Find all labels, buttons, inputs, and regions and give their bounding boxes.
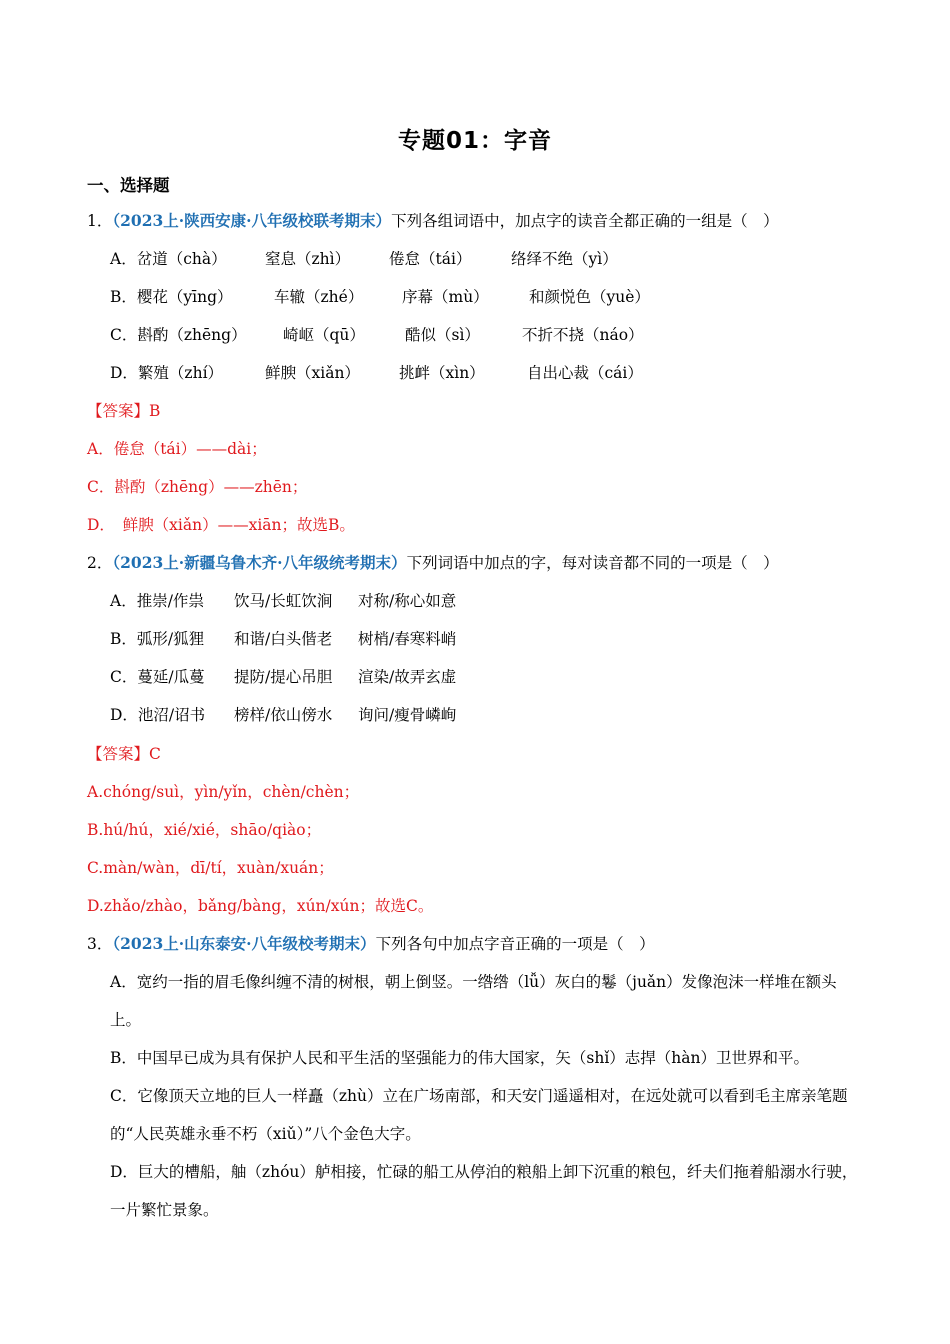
q3-option-a: A．宽约一指的眉毛像纠缠不清的树根，朝上倒竖。一绺绺（lǚ）灰白的鬈（juǎn）发像泡沫一样堆在额头上。	[110, 973, 837, 1029]
q2-explain-d: D.zhǎo/zhào，bǎng/bàng，xún/xún；故选C。	[87, 897, 434, 915]
q2-option-d: D．池沼/诏书 榜样/依山傍水 询问/瘦骨嶙峋	[110, 706, 457, 724]
question-3-stem	[87, 933, 655, 955]
question-number: 1．	[87, 212, 113, 230]
question-text: 下列各组词语中，加点字的读音全都正确的一组是（ ）	[391, 212, 779, 230]
q3-option-b: B．中国早已成为具有保护人民和平生活的坚强能力的伟大国家，矢（shǐ）志捍（hàn）卫世界和平。	[110, 1049, 809, 1067]
q1-option-d: D．繁殖（zhí） 鲜腴（xiǎn） 挑衅（xìn） 自出心裁（cái）	[110, 364, 643, 382]
q1-option-a: A．岔道（chà） 窒息（zhì） 倦怠（tái） 络绎不绝（yì）	[110, 250, 618, 268]
question-text: 下列各句中加点字音正确的一项是（ ）	[375, 935, 655, 953]
q2-explain-b: B.hú/hú，xié/xié，shāo/qiào；	[87, 821, 322, 839]
q1-explain-c: C．斟酌（zhēng）——zhēn；	[87, 478, 308, 496]
page-title: 专题01：字音	[397, 128, 552, 154]
q1-explain-d: D． 鲜腴（xiǎn）——xiān；故选B。	[87, 516, 355, 534]
q2-explain-a: A.chóng/suì，yìn/yǐn，chèn/chèn；	[87, 783, 360, 801]
question-number: 3．	[87, 935, 113, 953]
q2-option-a: A．推崇/作祟 饮马/长虹饮涧 对称/称心如意	[110, 592, 457, 610]
question-source: （2023上·新疆乌鲁木齐·八年级统考期末）	[112, 553, 407, 572]
q2-option-c: C．蔓延/瓜蔓 提防/提心吊胆 渲染/故弄玄虚	[110, 668, 457, 686]
q2-explain-c: C.màn/wàn，dī/tí，xuàn/xuán；	[87, 859, 334, 877]
question-1-stem	[87, 210, 779, 232]
q1-answer: 【答案】B	[87, 402, 161, 420]
q2-option-b: B．弧形/狐狸 和谐/白头偕老 树梢/春寒料峭	[110, 630, 457, 648]
q3-option-c: C．它像顶天立地的巨人一样矗（zhù）立在广场南部，和天安门遥遥相对，在远处就可以看到毛主席亲笔题的“人民英雄永垂不朽（xiǔ）”八个金色大字。	[110, 1087, 848, 1143]
q1-option-c: C．斟酌（zhēng） 崎岖（qū） 酷似（sì） 不折不挠（náo）	[110, 326, 644, 344]
section-heading: 一、选择题	[87, 176, 170, 195]
q3-option-d: D．巨大的槽船，舳（zhóu）舻相接，忙碌的船工从停泊的粮船上卸下沉重的粮包，纤夫们拖着船溺水行驶，一片繁忙景象。	[110, 1163, 858, 1219]
question-2-stem	[87, 552, 779, 574]
question-number: 2．	[87, 554, 113, 572]
q1-explain-a: A．倦怠（tái）——dài；	[87, 440, 267, 458]
question-source: （2023上·山东泰安·八年级校考期末）	[112, 934, 376, 953]
question-source: （2023上·陕西安康·八年级校联考期末）	[112, 211, 392, 230]
q1-option-b: B．樱花（yīng） 车辙（zhé） 序幕（mù） 和颜悦色（yuè）	[110, 288, 650, 306]
q2-answer: 【答案】C	[87, 745, 161, 763]
question-text: 下列词语中加点的字，每对读音都不同的一项是（ ）	[406, 554, 779, 572]
